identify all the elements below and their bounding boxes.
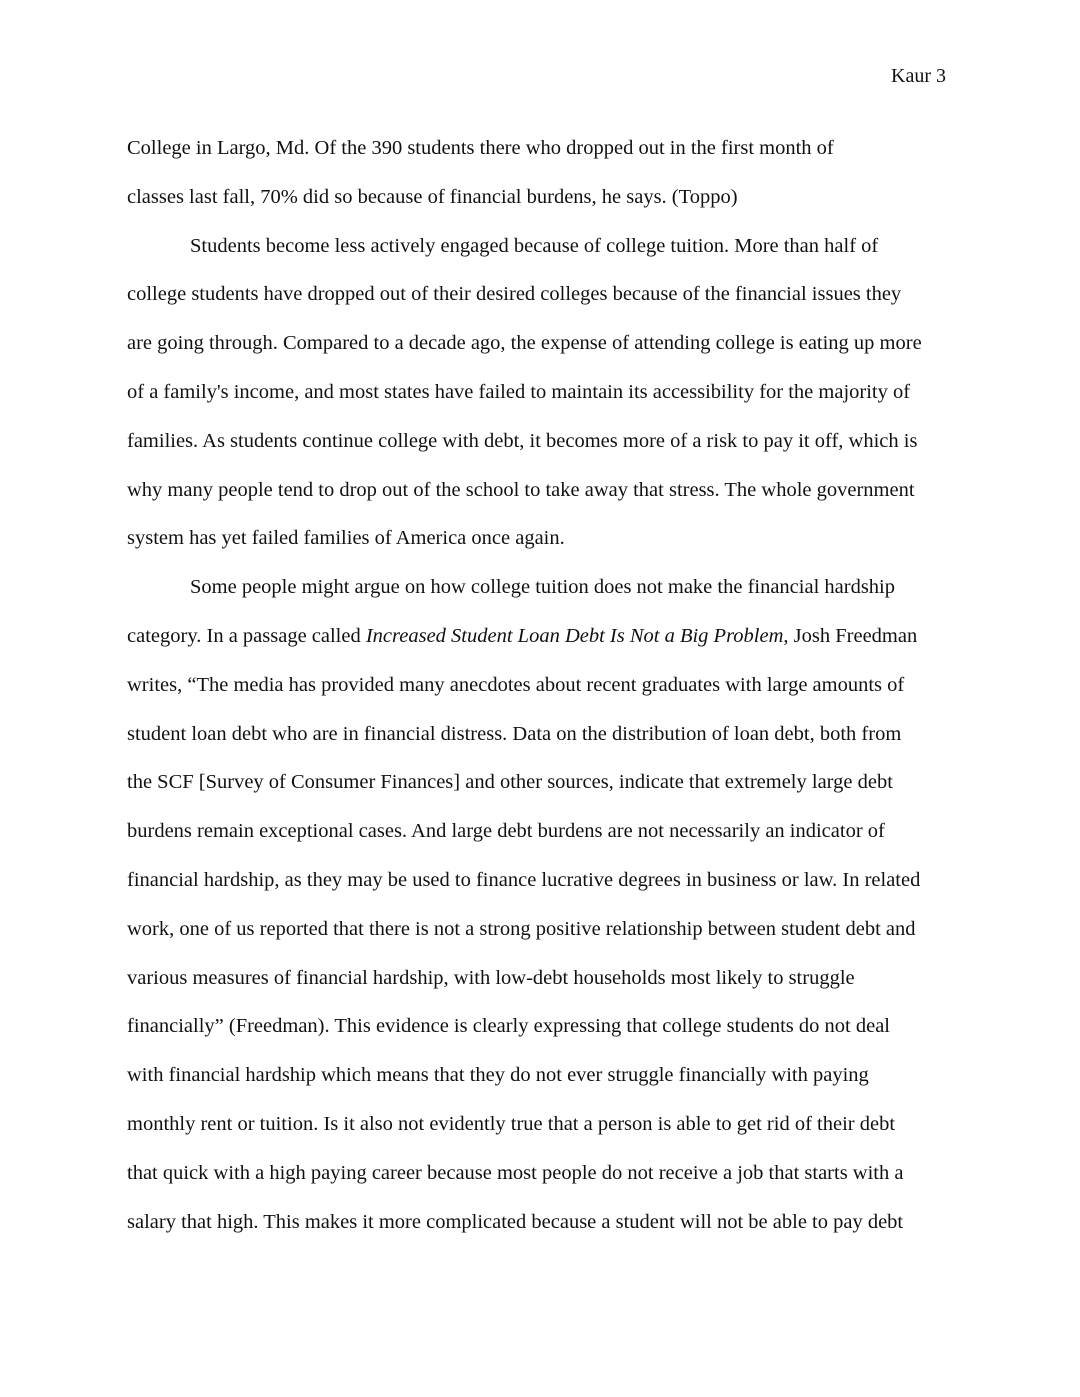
text-line: why many people tend to drop out of the school to take away that stress. The whole government: [127, 478, 915, 501]
body-text: [127, 124, 953, 1246]
paragraph-2: [127, 563, 953, 1246]
block-quote: [127, 124, 953, 222]
text-line: that quick with a high paying career because most people do not receive a job that starts with a: [127, 1161, 904, 1184]
text-line: are going through. Compared to a decade ago, the expense of attending college is eating up more: [127, 332, 922, 355]
text-line: salary that high. This makes it more complicated because a student will not be able to pay debt: [127, 1210, 904, 1233]
text-line: various measures of financial hardship, with low-debt households most likely to struggle: [127, 966, 855, 989]
text-line: monthly rent or tuition. Is it also not evidently true that a person is able to get rid of their debt: [127, 1112, 896, 1135]
cited-work-title: Increased Student Loan Debt Is Not a Big Problem: [365, 624, 784, 647]
text-line: Students become less actively engaged because of college tuition. More than half of: [190, 234, 879, 257]
text-line: work, one of us reported that there is not a strong positive relationship between student debt and: [127, 917, 916, 940]
text-line: student loan debt who are in financial distress. Data on the distribution of loan debt, both from: [127, 722, 902, 745]
text-line: burdens remain exceptional cases. And large debt burdens are not necessarily an indicator of: [127, 820, 885, 843]
text-line: College in Largo, Md. Of the 390 students there who dropped out in the first month of: [127, 137, 834, 159]
text-line: classes last fall, 70% did so because of financial burdens, he says. (Toppo): [127, 185, 738, 208]
text-line: of a family's income, and most states have failed to maintain its accessibility for the majority of: [127, 380, 911, 403]
text-line: system has yet failed families of America once again.: [127, 527, 565, 550]
text-line: college students have dropped out of their desired colleges because of the financial issues they: [127, 283, 902, 306]
text-line: the SCF [Survey of Consumer Finances] and other sources, indicate that extremely large debt: [127, 771, 893, 794]
text-line: financially” (Freedman). This evidence is clearly expressing that college students do not deal: [127, 1015, 890, 1038]
text-line-with-title: [127, 612, 953, 661]
text-segment: category. In a passage called: [127, 624, 366, 647]
running-head: Kaur 3: [891, 65, 946, 87]
text-line: Some people might argue on how college tuition does not make the financial hardship: [190, 576, 895, 599]
text-line: financial hardship, as they may be used to finance lucrative degrees in business or law. In related: [127, 868, 921, 891]
paragraph-1: [127, 222, 953, 564]
text-line: writes, “The media has provided many anecdotes about recent graduates with large amounts of: [127, 673, 905, 696]
text-line: with financial hardship which means that they do not ever struggle financially with paying: [127, 1064, 869, 1087]
text-segment: , Josh Freedman: [783, 624, 918, 647]
text-line: families. As students continue college with debt, it becomes more of a risk to pay it off, which is: [127, 429, 918, 452]
